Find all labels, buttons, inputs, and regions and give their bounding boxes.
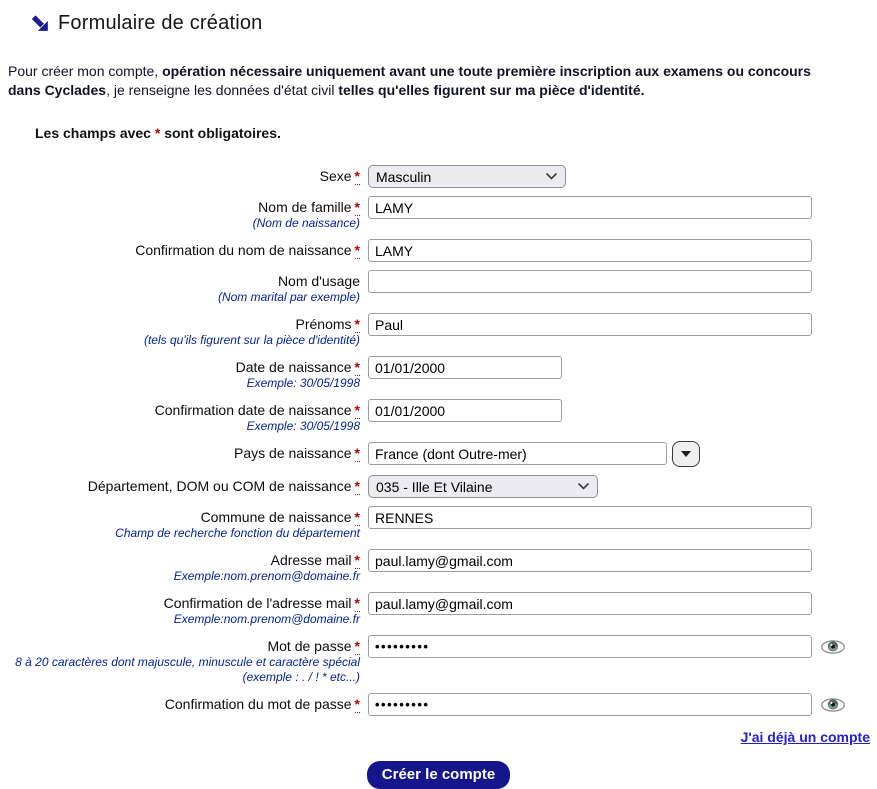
commune-input[interactable] bbox=[368, 506, 812, 529]
confirm-password-input[interactable] bbox=[368, 693, 812, 716]
field-row-commune bbox=[0, 506, 877, 541]
password-hint-1: 8 à 20 caractères dont majuscule, minuscule et caractère spécial bbox=[15, 655, 360, 669]
confirm-nom-label: Confirmation du nom de naissance * bbox=[135, 242, 360, 258]
email-input[interactable] bbox=[368, 549, 812, 572]
password-label: Mot de passe * bbox=[267, 638, 360, 654]
required-asterisk: * bbox=[154, 125, 161, 141]
departement-select[interactable]: 035 - Ille Et Vilaine bbox=[368, 475, 598, 498]
field-row-prenoms bbox=[0, 313, 877, 348]
prenoms-label: Prénoms * bbox=[295, 316, 360, 332]
required-asterisk: * bbox=[354, 595, 360, 611]
required-asterisk: * bbox=[354, 242, 360, 258]
required-asterisk: * bbox=[354, 168, 360, 184]
country-dropdown-button[interactable] bbox=[672, 441, 700, 467]
field-row-confirm-email bbox=[0, 592, 877, 627]
show-password-button[interactable] bbox=[820, 638, 846, 659]
email-label: Adresse mail * bbox=[270, 552, 360, 568]
sexe-label: Sexe * bbox=[319, 168, 360, 184]
field-row-pays bbox=[0, 442, 877, 467]
required-asterisk: * bbox=[354, 359, 360, 375]
departement-label: Département, DOM ou COM de naissance * bbox=[87, 478, 360, 494]
password-hint-2: (exemple : . / ! * etc...) bbox=[242, 670, 360, 684]
field-row-departement bbox=[0, 475, 877, 498]
date-naissance-input[interactable] bbox=[368, 356, 562, 379]
required-asterisk: * bbox=[354, 316, 360, 332]
required-asterisk: * bbox=[354, 199, 360, 215]
already-have-account-link[interactable]: J'ai déjà un compte bbox=[740, 729, 870, 745]
required-fields-note: Les champs avec * sont obligatoires. bbox=[35, 125, 281, 141]
page-title: Formulaire de création bbox=[58, 12, 263, 34]
prenoms-hint: (tels qu'ils figurent sur la pièce d'identité) bbox=[143, 333, 360, 347]
password-input[interactable] bbox=[368, 635, 812, 658]
field-row-confirm-date bbox=[0, 399, 877, 434]
confirm-email-input[interactable] bbox=[368, 592, 812, 615]
arrow-down-right-icon bbox=[30, 13, 51, 34]
pays-label: Pays de naissance * bbox=[234, 445, 360, 461]
create-account-button[interactable]: Créer le compte bbox=[367, 761, 510, 789]
show-confirm-password-button[interactable] bbox=[820, 696, 846, 717]
eye-icon bbox=[820, 696, 846, 714]
confirm-date-input[interactable] bbox=[368, 399, 562, 422]
existing-account-row bbox=[0, 729, 877, 747]
field-row-confirm-nom bbox=[0, 239, 877, 262]
chevron-down-icon bbox=[578, 483, 589, 490]
field-row-nom-usage bbox=[0, 270, 877, 305]
required-asterisk: * bbox=[354, 638, 360, 654]
confirm-email-hint: Exemple:nom.prenom@domaine.fr bbox=[173, 612, 360, 626]
field-row-confirm-password bbox=[0, 693, 877, 717]
required-asterisk: * bbox=[354, 552, 360, 568]
confirm-date-hint: Exemple: 30/05/1998 bbox=[246, 419, 360, 433]
pays-input[interactable] bbox=[368, 442, 667, 465]
required-asterisk: * bbox=[354, 478, 360, 494]
nom-famille-input[interactable] bbox=[368, 196, 812, 219]
intro-paragraph: Pour créer mon compte, opération nécessaire uniquement avant une toute première inscription aux examens ou concours dans Cyclades, je renseigne les données d'état civil telles qu'elles figurent sur ma pièce d'identité. bbox=[8, 63, 811, 98]
nom-usage-label: Nom d'usage bbox=[277, 273, 360, 289]
required-asterisk: * bbox=[354, 402, 360, 418]
creation-form bbox=[0, 165, 877, 717]
confirm-nom-input[interactable] bbox=[368, 239, 812, 262]
prenoms-input[interactable] bbox=[368, 313, 812, 336]
email-hint: Exemple:nom.prenom@domaine.fr bbox=[173, 569, 360, 583]
field-row-date-naissance bbox=[0, 356, 877, 391]
chevron-down-icon bbox=[546, 173, 557, 180]
required-asterisk: * bbox=[354, 696, 360, 712]
nom-usage-input[interactable] bbox=[368, 270, 812, 293]
required-asterisk: * bbox=[354, 509, 360, 525]
commune-label: Commune de naissance * bbox=[200, 509, 360, 525]
required-asterisk: * bbox=[354, 445, 360, 461]
nom-usage-hint: (Nom marital par exemple) bbox=[217, 290, 360, 304]
page-header bbox=[0, 0, 877, 35]
field-row-password bbox=[0, 635, 877, 685]
caret-down-icon bbox=[681, 451, 691, 457]
confirm-date-label: Confirmation date de naissance * bbox=[154, 402, 360, 418]
submit-row bbox=[0, 761, 877, 789]
sexe-select[interactable]: Masculin bbox=[368, 165, 566, 188]
field-row-email bbox=[0, 549, 877, 584]
date-naissance-label: Date de naissance * bbox=[235, 359, 360, 375]
nom-famille-hint: (Nom de naissance) bbox=[252, 216, 360, 230]
nom-famille-label: Nom de famille * bbox=[258, 199, 360, 215]
eye-icon bbox=[820, 638, 846, 656]
confirm-email-label: Confirmation de l'adresse mail * bbox=[163, 595, 360, 611]
field-row-sexe bbox=[0, 165, 877, 188]
confirm-password-label: Confirmation du mot de passe * bbox=[164, 696, 360, 712]
commune-hint: Champ de recherche fonction du département bbox=[115, 526, 360, 540]
date-naissance-hint: Exemple: 30/05/1998 bbox=[246, 376, 360, 390]
field-row-nom-famille bbox=[0, 196, 877, 231]
